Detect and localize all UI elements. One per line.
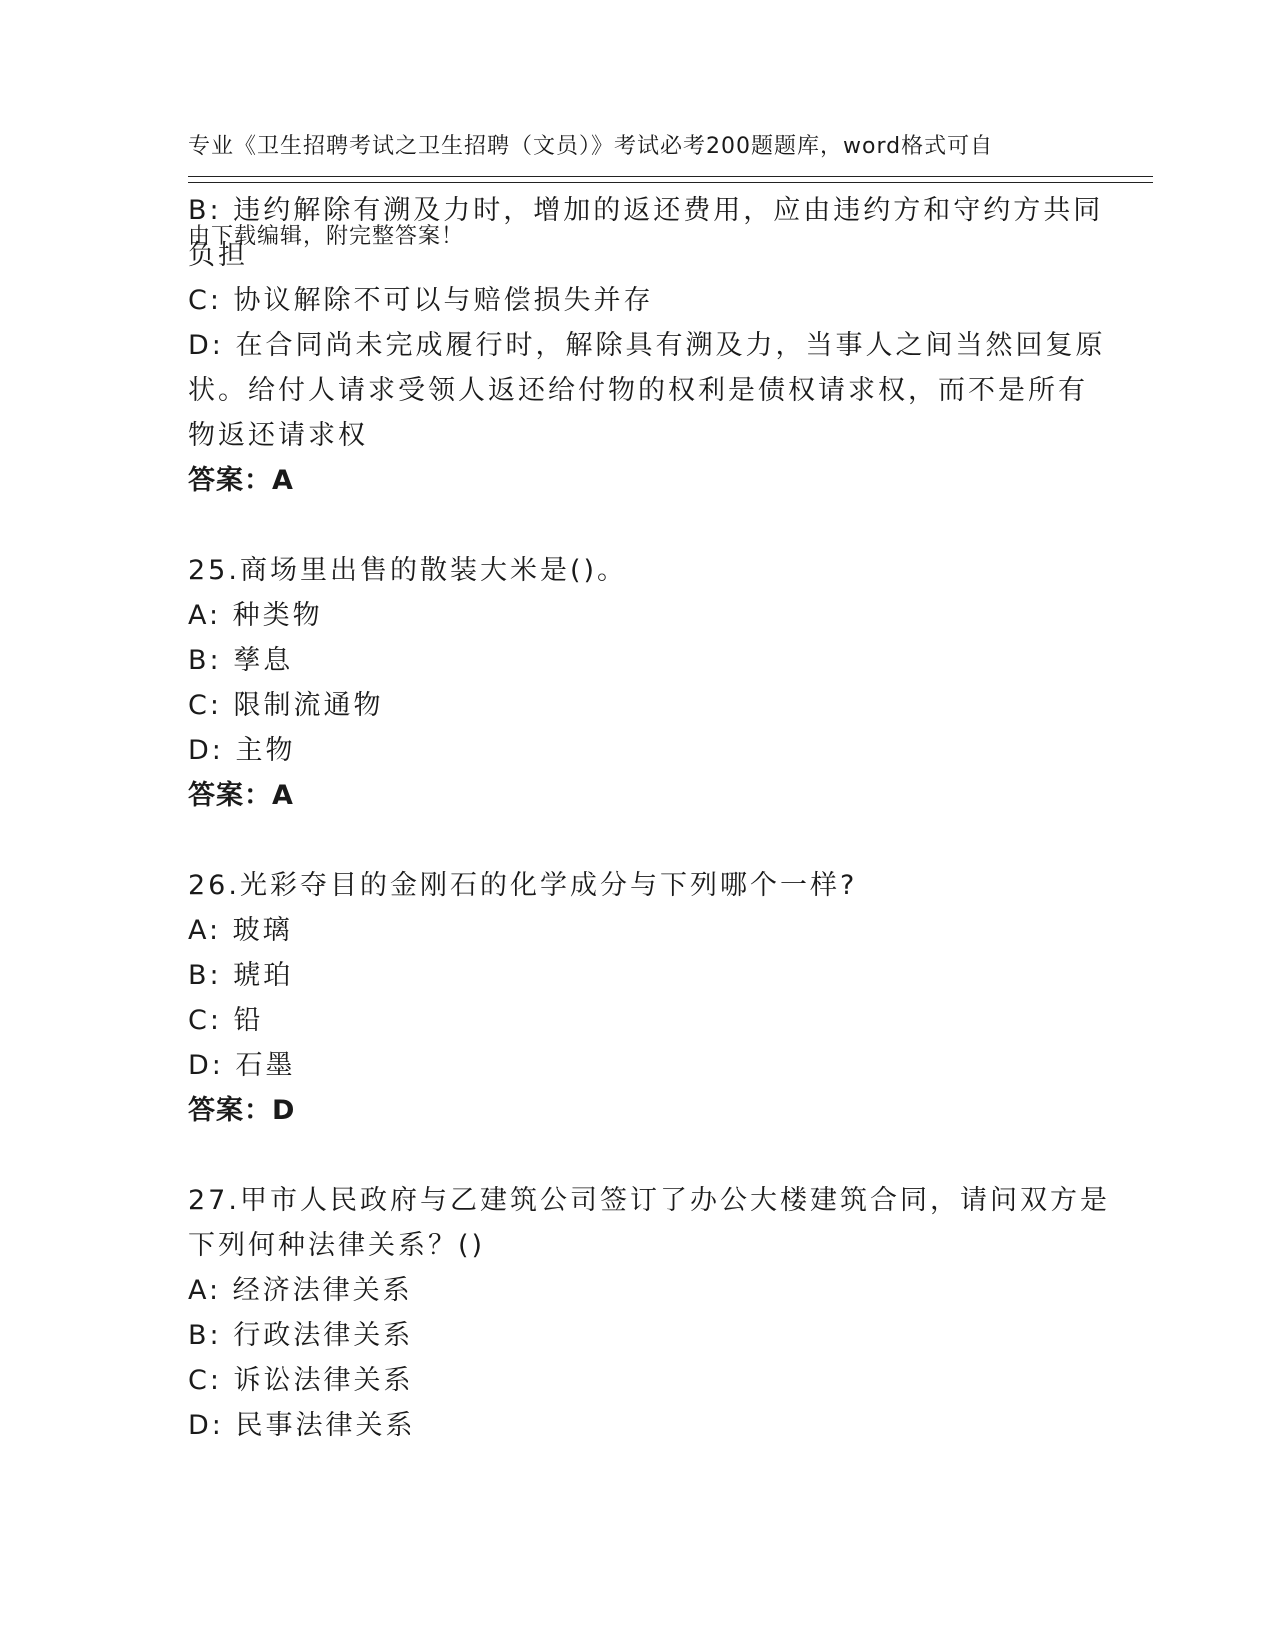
option-d: D: 主物	[188, 735, 296, 766]
question-27	[188, 1178, 1110, 1448]
question-list	[188, 188, 1110, 1448]
question-26	[188, 863, 1078, 1133]
option-a: A: 种类物	[188, 600, 323, 631]
header-divider	[188, 176, 1153, 177]
header-line: 由下载编辑，附完整答案！	[188, 224, 465, 249]
question-stem: 26.光彩夺目的金刚石的化学成分与下列哪个一样?	[188, 870, 858, 901]
answer: 答案：A	[188, 780, 294, 811]
option-b: B: 行政法律关系	[188, 1320, 414, 1351]
option-c: C: 铅	[188, 1005, 264, 1036]
option-b: B: 琥珀	[188, 960, 294, 991]
spacer	[188, 503, 1078, 548]
question-stem: 25.商场里出售的散装大米是()。	[188, 555, 628, 586]
question-stem: 27.甲市人民政府与乙建筑公司签订了办公大楼建筑合同，请问双方是	[188, 1185, 1110, 1216]
spacer	[188, 818, 1078, 863]
option-c: C: 协议解除不可以与赔偿损失并存	[188, 285, 654, 316]
answer: 答案：A	[188, 465, 294, 496]
header-divider	[188, 182, 1153, 183]
option-d: D: 石墨	[188, 1050, 296, 1081]
option-d: D: 在合同尚未完成履行时，解除具有溯及力，当事人之间当然回复原	[188, 330, 1106, 361]
option-c: C: 诉讼法律关系	[188, 1365, 414, 1396]
option-d: D: 民事法律关系	[188, 1410, 416, 1441]
option-b: B: 违约解除有溯及力时，增加的返还费用，应由违约方和守约方共同	[188, 195, 1104, 226]
header-line: 专业《卫生招聘考试之卫生招聘（文员）》考试必考200题题库，word格式可自	[188, 134, 994, 159]
option-d-continued: 物返还请求权	[188, 420, 368, 451]
answer: 答案：D	[188, 1095, 296, 1126]
option-d-continued: 状。给付人请求受领人返还给付物的权利是债权请求权，而不是所有	[188, 375, 1088, 406]
question-stem-continued: 下列何种法律关系？()	[188, 1230, 486, 1261]
option-b: B: 孳息	[188, 645, 294, 676]
option-b-continued: 负担	[188, 240, 248, 271]
option-c: C: 限制流通物	[188, 690, 384, 721]
option-a: A: 经济法律关系	[188, 1275, 413, 1306]
question-24-continued	[188, 188, 1106, 503]
question-25	[188, 548, 1078, 818]
spacer	[188, 1133, 1078, 1178]
option-a: A: 玻璃	[188, 915, 293, 946]
